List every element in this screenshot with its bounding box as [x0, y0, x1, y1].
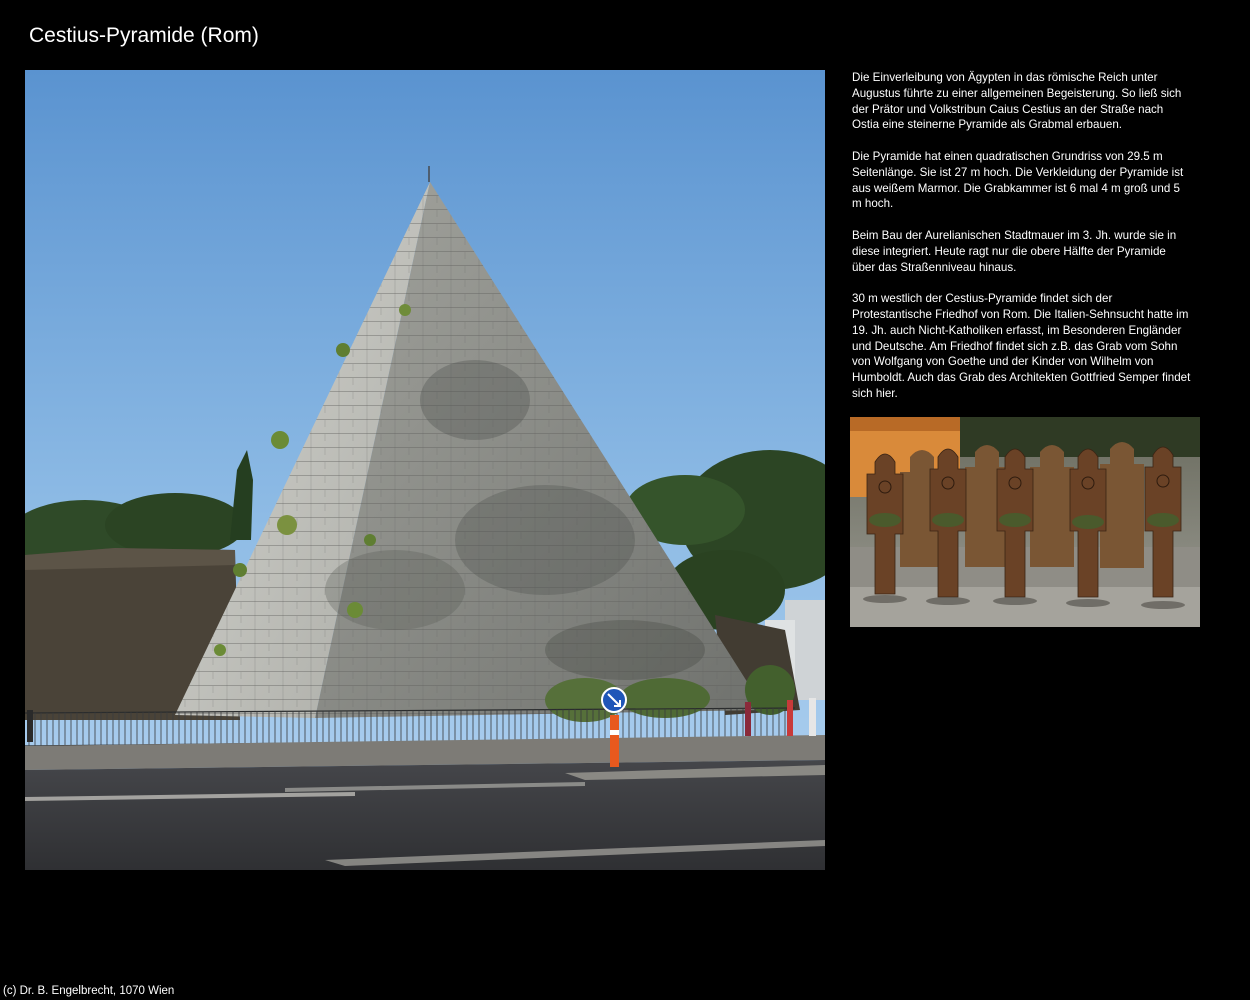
thumb-photo-sculptures[interactable] — [850, 417, 1200, 627]
description-paragraph-3: Beim Bau der Aurelianischen Stadtmauer im 3. Jh. wurde sie in diese integriert. Heute ragt nur die obere Hälfte der Pyramide über das Straßenniveau hinaus. — [852, 228, 1177, 274]
description-paragraph-1: Die Einverleibung von Ägypten in das römische Reich unter Augustus führte zu einer allgemeinen Begeisterung. So ließ sich der Prätor und Volkstribun Caius Cestius an der Straße nach Ostia eine steinerne Pyramide als Grabmal erbauen. — [852, 71, 1182, 132]
description-paragraph-2: Die Pyramide hat einen quadratischen Grundriss von 29.5 m Seitenlänge. Sie ist 27 m hoch. Die Verkleidung der Pyramide ist aus weißem Marmor. Die Grabkammer ist 6 mal 4 m groß und 5 m hoch. — [852, 149, 1184, 211]
description-text — [852, 70, 1192, 418]
main-photo-pyramid[interactable] — [25, 70, 825, 870]
sculptures-illustration — [850, 417, 1200, 627]
page-title: Cestius-Pyramide (Rom) — [29, 24, 259, 47]
description-paragraph-4: 30 m westlich der Cestius-Pyramide findet sich der Protestantische Friedhof von Rom. Die Italien-Sehnsucht hatte im 19. Jh. auch Nicht-Katholiken erfasst, im Besonderen Engländer und Deutsche. Am Friedhof findet sich z.B. das Grab vom Sohn von Wolfgang von Goethe und der Kinder von Wilhelm von Humboldt. Auch das Grab des Architekten Gottfried Semper findet sich hier. — [852, 292, 1191, 400]
copyright-footer: (c) Dr. B. Engelbrecht, 1070 Wien — [3, 985, 175, 997]
pyramid-illustration — [25, 70, 825, 870]
